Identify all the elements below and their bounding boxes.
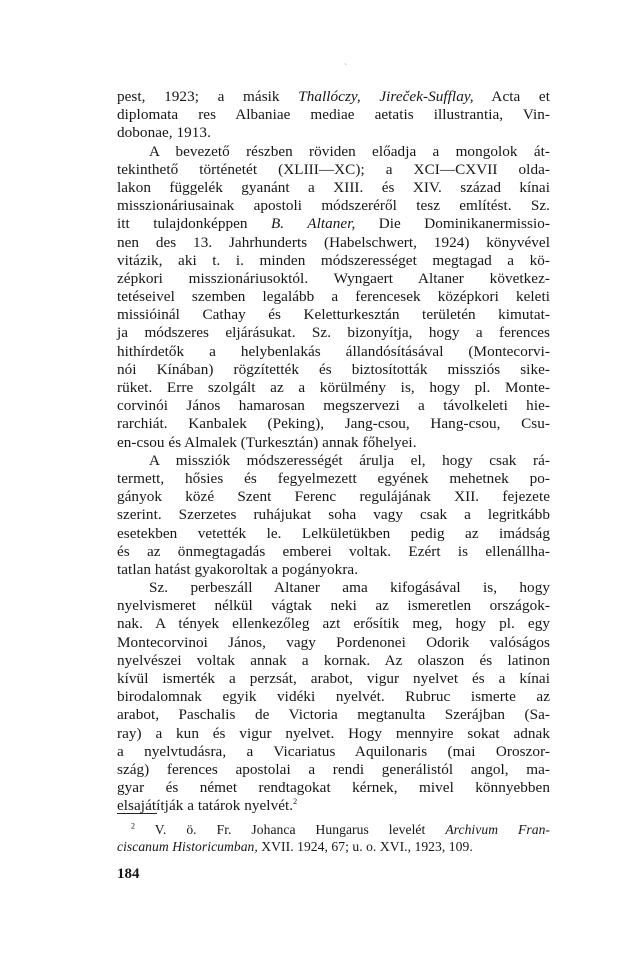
body-line bbox=[117, 470, 550, 488]
body-line bbox=[117, 234, 550, 252]
page-number: 184 bbox=[117, 866, 140, 882]
body-line bbox=[117, 543, 550, 561]
text-run: rüket. Erre szolgált az a körülmény is, hogy pl. Monte- bbox=[117, 379, 550, 396]
text-run: nyelvészei voltak annak a kornak. Az olaszon és latinon bbox=[117, 651, 550, 669]
body-line bbox=[117, 106, 550, 124]
body-line bbox=[117, 197, 550, 215]
footnotes bbox=[117, 821, 550, 855]
body-line bbox=[117, 761, 550, 779]
body-line bbox=[117, 506, 550, 524]
body-line bbox=[117, 397, 550, 415]
text-run: corvinói János hamarosan megszervezi a távolkeleti hie- bbox=[117, 397, 550, 415]
text-run: nói Kínában) rögzítették és biztosították missziós sike- bbox=[117, 360, 550, 378]
text-run: missióinál Cathay és Keletturkesztán területén kimutat- bbox=[117, 306, 550, 324]
body-line bbox=[117, 161, 550, 179]
text-run: rarchiát. Kanbalek (Peking), Jang-csou, Hang-csou, Csu- bbox=[117, 415, 550, 433]
text-run: itt tulajdonképpen bbox=[117, 215, 271, 233]
text-run: Sz. perbeszáll Altaner ama kifogásával is, hogy bbox=[149, 579, 550, 597]
body-line bbox=[117, 306, 550, 324]
text-run: ja módszeres eljárásukat. Sz. bizonyítja, hogy a ferences bbox=[117, 324, 550, 342]
body-line bbox=[117, 88, 550, 106]
body-line bbox=[117, 415, 550, 433]
body-line bbox=[117, 270, 550, 288]
text-run: tatlan hatást gyakoroltak a pogányokra. bbox=[117, 560, 359, 578]
body-line bbox=[117, 488, 550, 506]
body-line bbox=[117, 252, 550, 270]
body-line bbox=[117, 379, 550, 397]
text-run: nyelvismeret nélkül vágtak neki az ismeretlen országok- bbox=[117, 597, 550, 615]
text-run: zépkori misszionáriusoktól. Wyngaert Altaner következ- bbox=[117, 269, 550, 287]
text-run: arabot, Paschalis de Victoria megtanulta Szerájban (Sa- bbox=[117, 706, 550, 724]
italic-text: Archivum Fran- bbox=[445, 822, 550, 837]
text-run: gányok közé Szent Ferenc regulájának XII. fejezete bbox=[117, 488, 550, 506]
text-run: tekinthető történetét (XLIII—XC); a XCI—CXVII olda- bbox=[117, 160, 550, 178]
text-run: elsajátítják a tatárok nyelvét. bbox=[117, 797, 294, 815]
body-line bbox=[117, 779, 550, 797]
text-run: szerint. Szerzetes ruhájukat soha vagy csak a legritkább bbox=[117, 506, 550, 524]
text-run: diplomata res Albaniae mediae aetatis illustrantia, Vin- bbox=[117, 106, 550, 124]
body-line bbox=[117, 324, 550, 342]
text-run: XVII. 1924, 67; u. o. XVI., 1923, 109. bbox=[257, 839, 473, 855]
body-line bbox=[117, 634, 550, 652]
text-run: misszionáriusainak apostoli módszeréről tesz említést. Sz. bbox=[117, 197, 550, 215]
body-line bbox=[117, 579, 550, 597]
body-line bbox=[117, 597, 550, 615]
text-run: kívül ismerték a perzsát, arabot, vigur nyelvet és a kínai bbox=[117, 670, 550, 687]
body-line bbox=[117, 143, 550, 161]
body-line bbox=[117, 179, 550, 197]
text-run: termett, hősies és fegyelmezett egyének mehetnek po- bbox=[117, 469, 550, 487]
body-line bbox=[117, 725, 550, 743]
footnote-marker: 2 bbox=[131, 821, 136, 831]
body-text bbox=[117, 88, 550, 816]
text-run: A bevezető részben röviden előadja a mongolok át- bbox=[149, 142, 550, 160]
text-run: A missziók módszerességét árulja el, hogy csak rá- bbox=[149, 451, 550, 469]
body-line bbox=[117, 706, 550, 724]
text-run: a nyelvtudásra, a Vicariatus Aquilonaris (mai Oroszor- bbox=[117, 742, 550, 760]
text-run: dobonae, 1913. bbox=[117, 124, 211, 142]
text-run: Die Dominikanermissio- bbox=[355, 215, 550, 233]
text-run: esetekben vetették le. Lelkületükben pedig az imádság bbox=[117, 524, 550, 542]
text-run: ray) a kun és vigur nyelvet. Hogy mennyire sokat adnak bbox=[117, 724, 550, 742]
italic-text: ciscanum Historicumban, bbox=[117, 839, 258, 855]
body-line bbox=[117, 525, 550, 543]
text-run: lakon függelék gyanánt a XIII. és XIV. század kínai bbox=[117, 178, 550, 196]
body-line bbox=[117, 215, 550, 233]
text-run: tetéseivel szemben legalább a ferencesek középkori keleti bbox=[117, 288, 550, 306]
footnote-separator bbox=[117, 813, 157, 814]
body-line bbox=[117, 688, 550, 706]
text-run: birodalomnak egyik vidéki nyelvét. Rubruc ismerte az bbox=[117, 688, 550, 706]
body-line bbox=[117, 361, 550, 379]
body-line bbox=[117, 434, 550, 452]
body-line bbox=[117, 452, 550, 470]
body-line bbox=[117, 561, 550, 579]
text-run: hithírdetők a helybenlakás állandósításával (Montecorvi- bbox=[117, 342, 550, 360]
footnote-marker: 2 bbox=[293, 797, 298, 807]
text-run: vitázik, aki t. i. minden módszerességet megtagad a kö- bbox=[117, 251, 550, 269]
body-line bbox=[117, 343, 550, 361]
footnote-line bbox=[117, 838, 550, 855]
text-run: en-csou és Almalek (Turkesztán) annak főhelyei. bbox=[117, 433, 417, 451]
text-run: szág) ferences apostolai a rendi generálistól angol, ma- bbox=[117, 760, 550, 778]
body-line bbox=[117, 797, 550, 815]
body-line bbox=[117, 670, 550, 688]
text-run: pest, 1923; a másik bbox=[117, 88, 299, 105]
text-run: gyar és német rendtagokat kérnek, mivel könnyebben bbox=[117, 779, 550, 797]
footnote-line bbox=[117, 821, 550, 838]
body-line bbox=[117, 124, 550, 142]
scan-mark: ` bbox=[344, 62, 347, 72]
text-run: Montecorvinoi János, vagy Pordenonei Odorik valóságos bbox=[117, 633, 550, 651]
text-run: nen des 13. Jahrhunderts (Habelschwert, 1924) könyvével bbox=[117, 233, 550, 251]
text-run: nak. A tények ellenkezőleg azt erősítik meg, hogy pl. egy bbox=[117, 615, 550, 633]
body-line bbox=[117, 743, 550, 761]
text-run: Acta et bbox=[473, 88, 550, 105]
text-run: V. ö. Fr. Johanca Hungarus levelét bbox=[135, 822, 446, 837]
text-run: és az önmegtagadás emberei voltak. Ezért is ellenállha- bbox=[117, 542, 550, 560]
body-line bbox=[117, 615, 550, 633]
body-line bbox=[117, 652, 550, 670]
body-line bbox=[117, 288, 550, 306]
italic-text: B. Altaner, bbox=[270, 215, 356, 233]
italic-text: Thallóczy, Jireček-Sufflay, bbox=[298, 88, 474, 105]
